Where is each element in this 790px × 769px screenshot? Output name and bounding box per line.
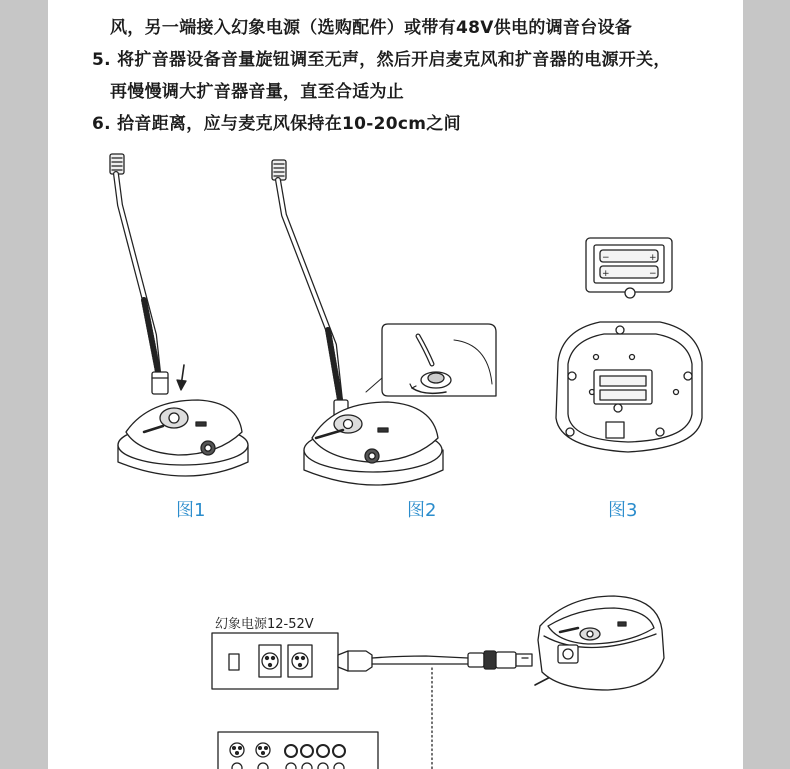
figure-1-illustration [110,154,248,476]
instruction-line-4-continued: 风，另一端接入幻象电源（选购配件）或带有48V供电的调音台设备 [110,18,633,38]
figure-2-caption: 图2 [407,500,437,521]
svg-text:−: − [649,269,657,279]
illustrations [48,0,743,769]
svg-text:+: + [602,269,610,279]
manual-page [48,0,743,769]
svg-text:−: − [602,253,610,263]
figure-2-illustration [272,160,496,485]
phantom-power-label: 幻象电源12-52V [215,617,314,632]
svg-text:+: + [649,253,657,263]
figure-1-caption: 图1 [176,500,206,521]
instruction-step-6: 6. 拾音距离，应与麦克风保持在10-20cm之间 [92,114,461,134]
figure-3-caption: 图3 [608,500,638,521]
figure-3-illustration [556,238,702,452]
instruction-step-5-continued: 再慢慢调大扩音器音量，直至合适为止 [110,82,405,102]
instruction-step-5: 5. 将扩音器设备音量旋钮调至无声，然后开启麦克风和扩音器的电源开关， [92,50,671,70]
